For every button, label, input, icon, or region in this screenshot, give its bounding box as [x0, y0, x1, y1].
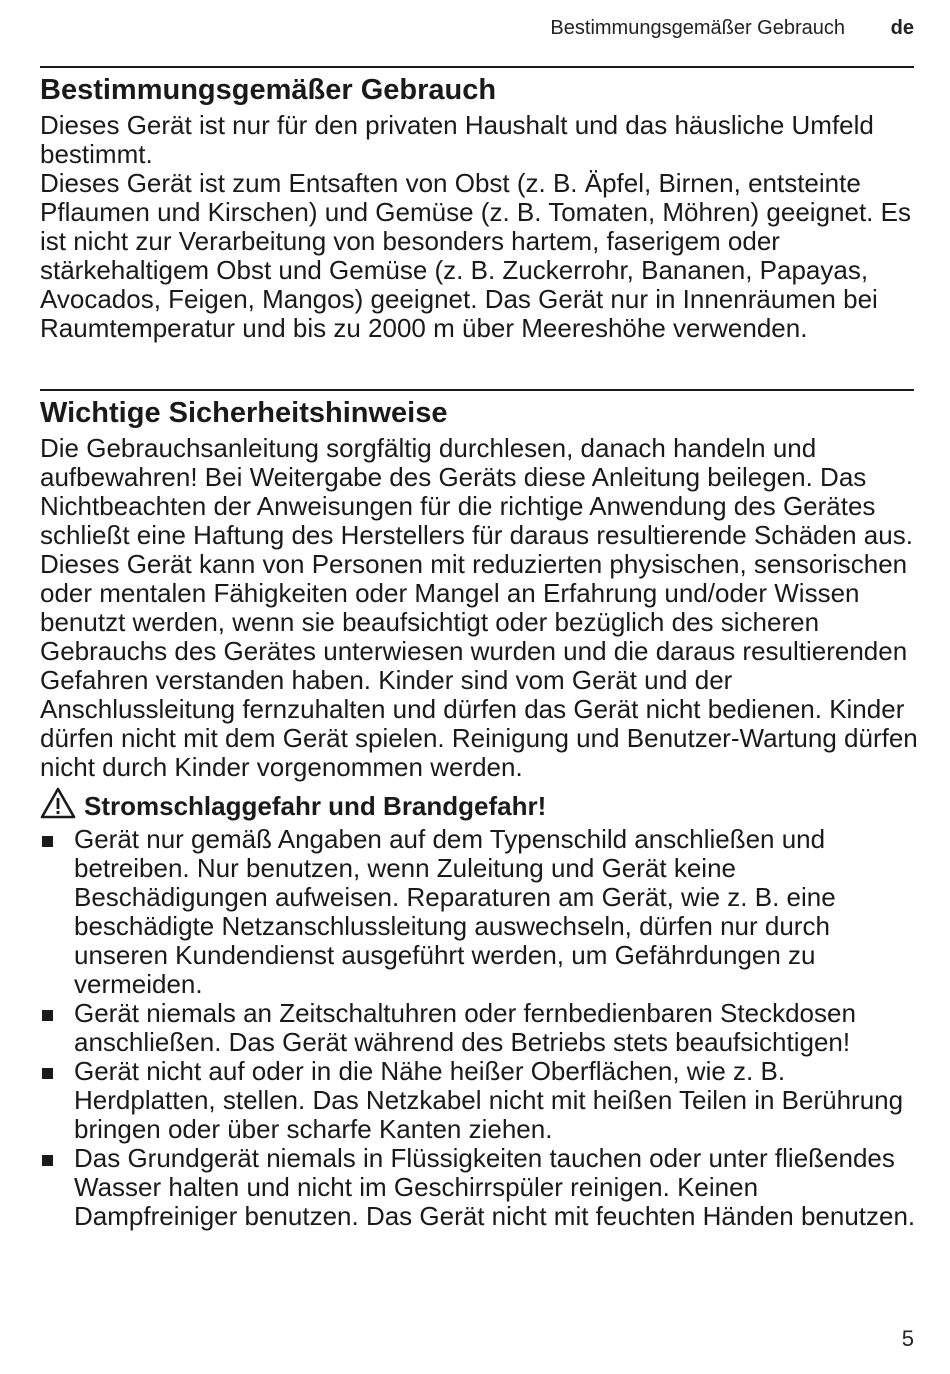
bullet-square-icon	[42, 1068, 53, 1079]
warning-heading	[40, 787, 920, 825]
page-number: 5	[901, 1326, 914, 1351]
list-item	[40, 825, 920, 999]
list-item-text: Gerät niemals an Zeitschaltuhren oder fernbedienbaren Steckdosen anschließen. Das Gerät während des Betriebs stets beaufsichtigen!	[74, 998, 856, 1057]
paragraph: Dieses Gerät ist zum Entsaften von Obst (z. B. Äpfel, Birnen, entsteinte Pflaumen und Kirschen) und Gemüse (z. B. Tomaten, Möhren) geeignet. Es ist nicht zur Verarbeitung von besonders hartem, faserigem oder stärkehaltigem Obst und Gemüse (z. B. Zuckerrohr, Bananen, Papayas, Avocados, Feigen, Mangos) geeignet. Das Gerät nur in Innenräumen bei Raumtemperatur und bis zu 2000 m über Meereshöhe verwenden.	[40, 168, 911, 343]
section-heading: Wichtige Sicherheitshinweise	[40, 397, 448, 429]
list-item-text: Gerät nicht auf oder in die Nähe heißer Oberflächen, wie z. B. Herdplatten, stellen. Das Netzkabel nicht mit heißen Teilen in Berührung bringen oder über scharfe Kanten ziehen.	[74, 1056, 904, 1144]
safety-bullet-list	[40, 825, 920, 1231]
bullet-square-icon	[42, 1010, 53, 1021]
section-divider	[40, 389, 914, 391]
paragraph: Die Gebrauchsanleitung sorgfältig durchlesen, danach handeln und aufbewahren! Bei Weitergabe des Geräts diese Anleitung beilegen. Das Nichtbeachten der Anweisungen für die richtige Anwendung des Gerätes schließt eine Haftung des Herstellers für daraus resultierende Schäden aus.	[40, 433, 913, 550]
list-item	[40, 999, 920, 1057]
list-item-text: Gerät nur gemäß Angaben auf dem Typenschild anschließen und betreiben. Nur benutzen, wenn Zuleitung und Gerät keine Beschädigungen aufweisen. Reparaturen am Gerät, wie z. B. eine beschädigte Netzanschlussleitung auswechseln, dürfen nur durch unseren Kundendienst ausgeführt werden, um Gefährdungen zu vermeiden.	[74, 824, 836, 999]
section-safety-notes	[40, 396, 920, 1231]
running-header-title: Bestimmungsgemäßer Gebrauch	[550, 17, 845, 39]
section-divider	[40, 66, 914, 68]
warning-triangle-icon	[40, 787, 84, 825]
section-intended-use	[40, 73, 920, 343]
bullet-square-icon	[42, 836, 53, 847]
bullet-square-icon	[42, 1155, 53, 1166]
paragraph: Dieses Gerät ist nur für den privaten Haushalt und das häusliche Umfeld bestimmt.	[40, 110, 874, 169]
section-heading: Bestimmungsgemäßer Gebrauch	[40, 74, 497, 106]
list-item	[40, 1057, 920, 1144]
list-item	[40, 1144, 920, 1231]
warning-title: Stromschlaggefahr und Brandgefahr!	[84, 790, 547, 821]
list-item-text: Das Grundgerät niemals in Flüssigkeiten tauchen oder unter fließendes Wasser halten und nicht im Geschirrspüler reinigen. Keinen Dampfreiniger benutzen. Das Gerät nicht mit feuchten Händen benutzen.	[74, 1143, 916, 1231]
paragraph: Dieses Gerät kann von Personen mit reduzierten physischen, sensorischen oder mentalen Fähigkeiten oder Mangel an Erfahrung und/oder Wissen benutzt werden, wenn sie beaufsichtigt oder bezüglich des sicheren Gebrauchs des Gerätes unterwiesen wurden und die daraus resultierenden Gefahren verstanden haben. Kinder sind vom Gerät und der Anschlussleitung fernzuhalten und dürfen das Gerät nicht bedienen. Kinder dürfen nicht mit dem Gerät spielen. Reinigung und Benutzer-Wartung dürfen nicht durch Kinder vorgenommen werden.	[40, 549, 918, 782]
language-code: de	[890, 17, 914, 39]
